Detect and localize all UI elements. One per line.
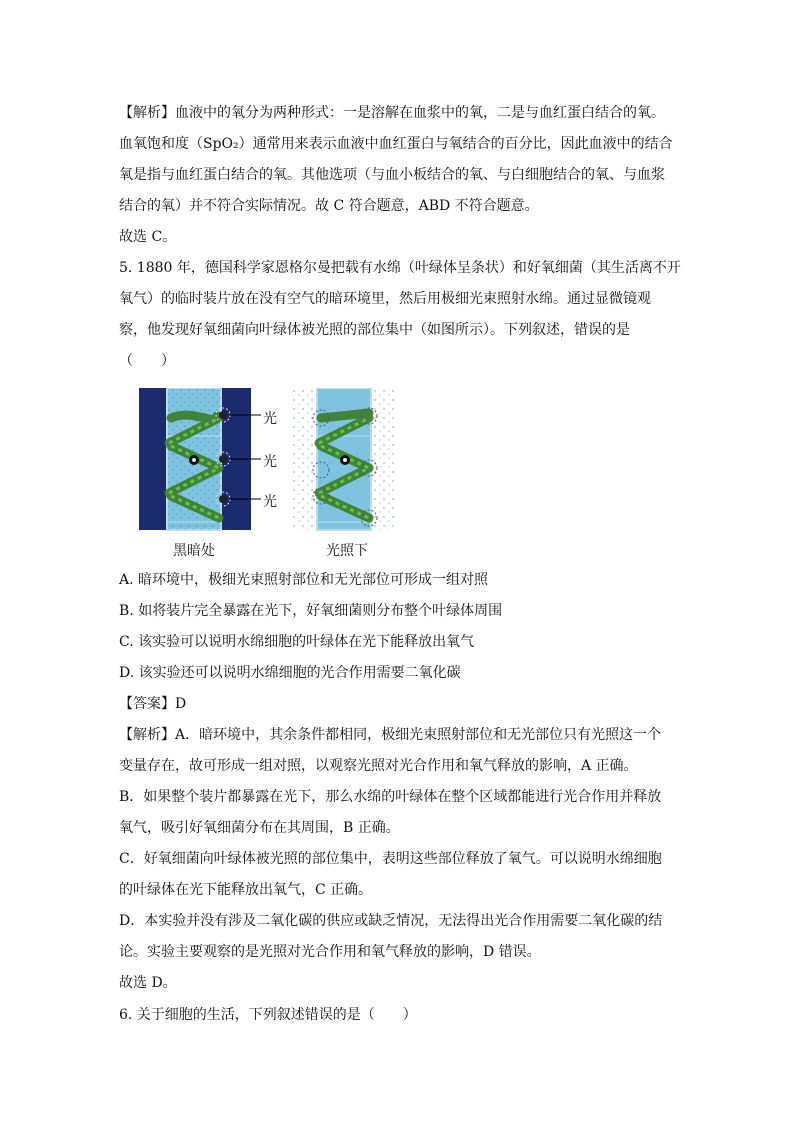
analysis-line: 血氧饱和度（SpO₂）通常用来表示血液中血红蛋白与氧结合的百分比，因此血液中的结合	[119, 136, 673, 152]
analysis-line: 【解析】血液中的氧分为两种形式：一是溶解在血浆中的氧，二是与血红蛋白结合的氧。	[119, 105, 665, 121]
analysis-line: 结合的氧）并不符合实际情况。故 C 符合题意，ABD 不符合题意。	[119, 198, 539, 214]
question-stem-line: 5. 1880 年，德国科学家恩格尔曼把载有水绵（叶绿体呈条状）和好氧细菌（其生活离不开	[119, 260, 681, 276]
caption-dark: 黑暗处	[173, 543, 215, 559]
answer-line: 【答案】D	[119, 696, 187, 712]
analysis-line: 变量存在，故可形成一组对照，以观察光照对光合作用和氧气释放的影响，A 正确。	[119, 758, 638, 774]
option-c: C. 该实验可以说明水绵细胞的叶绿体在光下能释放出氧气	[119, 634, 475, 650]
option-b: B. 如将装片完全暴露在光下，好氧细菌则分布整个叶绿体周围	[119, 603, 503, 619]
dark-panel	[139, 388, 261, 530]
analysis-line: 的叶绿体在光下能释放出氧气，C 正确。	[119, 882, 373, 898]
answer-choice-line: 故选 C。	[119, 229, 177, 245]
analysis-line: 论。实验主要观察的是光照对光合作用和氧气释放的影响，D 错误。	[119, 944, 541, 960]
question-stem-line: 察，他发现好氧细菌向叶绿体被光照的部位集中（如图所示）。下列叙述，错误的是	[119, 322, 630, 338]
light-label: 光	[263, 411, 277, 427]
caption-light: 光照下	[326, 543, 368, 559]
option-a: A. 暗环境中，极细光束照射部位和无光部位可形成一组对照	[119, 572, 489, 588]
light-label: 光	[263, 494, 277, 510]
analysis-line: C．好氧细菌向叶绿体被光照的部位集中，表明这些部位释放了氧气。可以说明水绵细胞	[119, 851, 662, 867]
analysis-line: 【解析】A．暗环境中，其余条件都相同，极细光束照射部位和无光部位只有光照这一个	[119, 727, 662, 743]
answer-choice-line: 故选 D。	[119, 975, 177, 991]
analysis-line: D．本实验并没有涉及二氧化碳的供应或缺乏情况，无法得出光合作用需要二氧化碳的结	[119, 913, 663, 929]
light-panel	[291, 388, 397, 530]
analysis-line: 氧气，吸引好氧细菌分布在其周围，B 正确。	[119, 820, 400, 836]
option-d: D. 该实验还可以说明水绵细胞的光合作用需要二氧化碳	[119, 665, 461, 681]
light-label: 光	[263, 454, 277, 470]
question-stem-line: 氧气）的临时装片放在没有空气的暗环境里，然后用极细光束照射水绵。通过显微镜观	[119, 291, 651, 307]
question-stem-line: 6. 关于细胞的生活，下列叙述错误的是（ ）	[119, 1007, 417, 1023]
analysis-line: 氧是指与血红蛋白结合的氧。其他选项（与血小板结合的氧、与白细胞结合的氧、与血浆	[119, 167, 665, 183]
analysis-line: B．如果整个装片都暴露在光下，那么水绵的叶绿体在整个区域都能进行光合作用并释放	[119, 789, 662, 805]
engelmann-figure	[139, 388, 401, 558]
question-blank: （ ）	[119, 353, 175, 369]
